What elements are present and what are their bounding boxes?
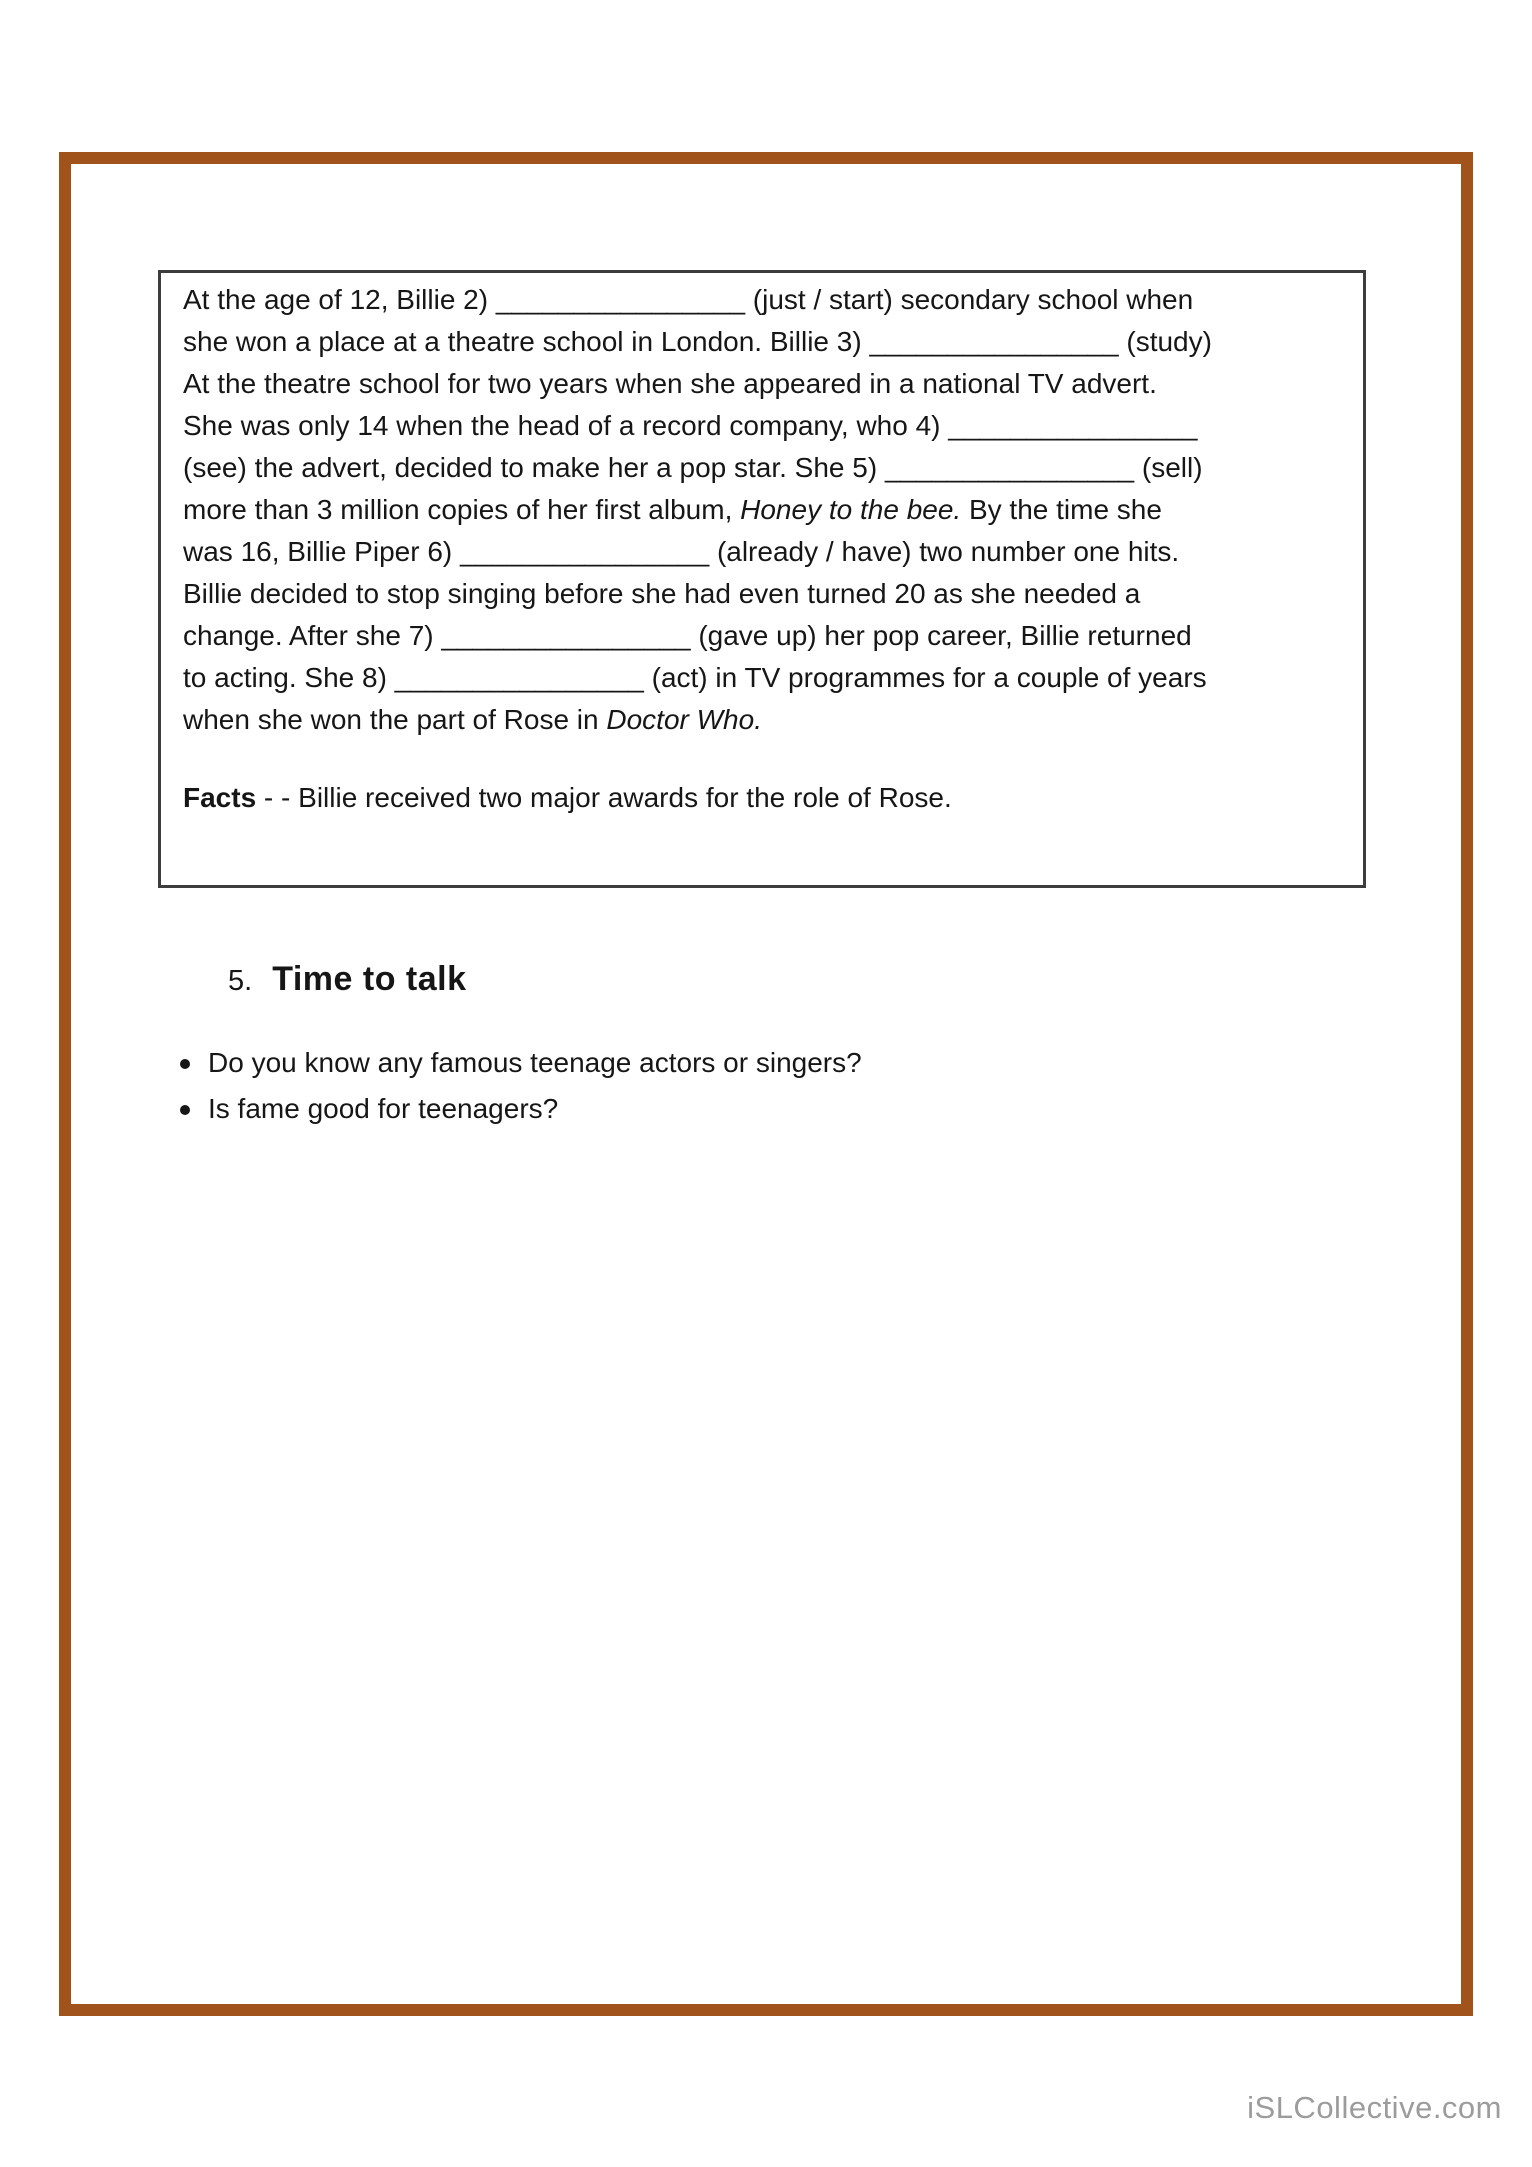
question-text: Do you know any famous teenage actors or singers? (208, 1047, 862, 1078)
exercise-line (183, 279, 1341, 321)
text-segment: By the time she (961, 494, 1162, 525)
question-text: Is fame good for teenagers? (208, 1093, 559, 1124)
exercise-line (183, 363, 1341, 405)
text-segment: when she won the part of Rose in (183, 704, 607, 735)
text-segment: change. After she 7) ________________ (gave up) her pop career, Billie returned (183, 620, 1192, 651)
exercise-line (183, 447, 1341, 489)
discussion-questions (176, 1040, 862, 1132)
text-segment: Billie decided to stop singing before she had even turned 20 as she needed a (183, 578, 1141, 609)
section-number: 5. (228, 965, 253, 997)
text-segment: she won a place at a theatre school in London. Billie 3) ________________ (study) (183, 326, 1212, 357)
text-segment: At the age of 12, Billie 2) ________________ (just / start) secondary school when (183, 284, 1194, 315)
question-item (176, 1086, 862, 1132)
exercise-line (183, 573, 1341, 615)
exercise-line (183, 615, 1341, 657)
text-segment: (see) the advert, decided to make her a pop star. She 5) ________________ (sell) (183, 452, 1203, 483)
text-segment: was 16, Billie Piper 6) ________________ (already / have) two number one hits. (183, 536, 1180, 567)
text-segment: Doctor Who. (606, 704, 762, 735)
text-segment: Facts (183, 782, 257, 813)
exercise-line (183, 531, 1341, 573)
text-segment: more than 3 million copies of her first album, (183, 494, 741, 525)
bullet-icon (180, 1059, 190, 1069)
text-segment: to acting. She 8) ________________ (act) in TV programmes for a couple of years (183, 662, 1207, 693)
question-item (176, 1040, 862, 1086)
facts-line (183, 777, 1341, 819)
exercise-line (183, 657, 1341, 699)
section-title: Time to talk (272, 960, 467, 998)
text-segment: At the theatre school for two years when she appeared in a national TV advert. (183, 368, 1157, 399)
text-segment: She was only 14 when the head of a record company, who 4) ________________ (183, 410, 1198, 441)
exercise-line (183, 699, 1341, 741)
exercise-line (183, 321, 1341, 363)
islcollective-watermark: iSLCollective.com (1247, 2090, 1502, 2125)
exercise-line (183, 405, 1341, 447)
exercise-line (183, 489, 1341, 531)
text-segment: Honey to the bee. (740, 494, 962, 525)
text-segment: - - Billie received two major awards for the role of Rose. (256, 782, 952, 813)
time-to-talk-heading (228, 960, 467, 999)
bullet-icon (180, 1105, 190, 1115)
exercise-text-box (158, 270, 1366, 888)
